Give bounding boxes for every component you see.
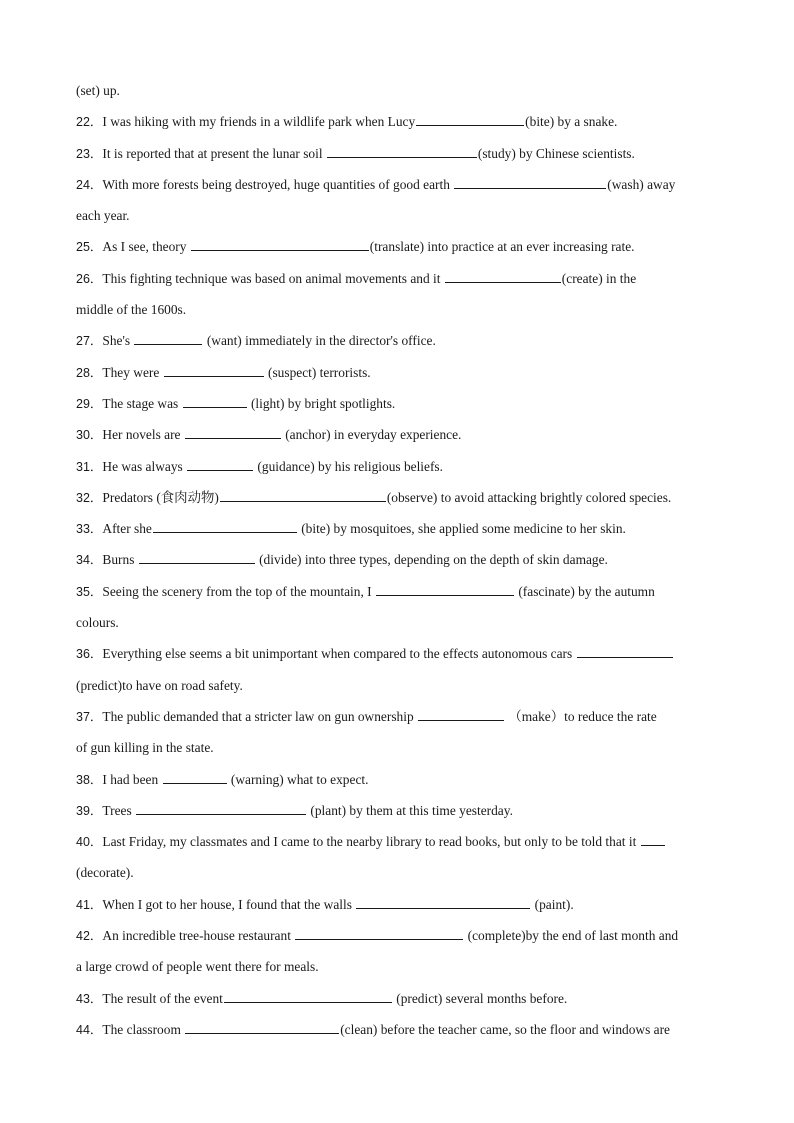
question-line [76,706,726,737]
question-text: colours. [76,615,119,631]
question-text: (translate) into practice at an ever increasing rate. [369,239,635,255]
question-text: I was hiking with my friends in a wildlife park when Lucy [102,114,416,130]
question-line [76,549,726,580]
question-text: The public demanded that a stricter law on gun ownership [102,708,417,724]
question-continuation-line [76,737,726,768]
question-line [76,894,726,925]
question-continuation-line [76,675,726,706]
question-number: 44． [76,1022,103,1037]
question-text: (divide) into three types, depending on the depth of skin damage. [255,552,608,568]
question-text: of gun killing in the state. [76,740,214,756]
question-text: (light) by bright spotlights. [247,395,396,411]
answer-blank[interactable] [224,990,392,1003]
question-text: Her novels are [102,427,184,443]
answer-blank[interactable] [191,238,369,251]
question-line [76,581,726,612]
question-text: As I see, theory [102,239,190,255]
question-text: When I got to her house, I found that the walls [102,896,356,912]
question-text: I had been [102,771,162,787]
answer-blank[interactable] [183,395,247,408]
question-number: 29． [76,396,103,411]
question-text: (clean) before the teacher came, so the floor and windows are [340,1021,670,1037]
question-line [76,174,726,205]
question-line [76,111,726,142]
question-number: 27． [76,334,103,349]
question-text: (anchor) in everyday experience. [281,427,462,443]
question-number: 22． [76,115,103,130]
question-text: (predict) several months before. [392,990,568,1006]
question-text: (guidance) by his religious beliefs. [254,458,443,474]
question-text: (paint). [531,896,574,912]
answer-blank[interactable] [185,1021,339,1034]
question-number: 31． [76,459,103,474]
question-line [76,925,726,956]
question-continuation-line [76,205,726,236]
answer-blank[interactable] [164,364,264,377]
question-text: He was always [102,458,187,474]
question-text: a large crowd of people went there for meals. [76,959,319,975]
question-continuation-line [76,80,726,111]
question-line [76,393,726,424]
question-text: (plant) by them at this time yesterday. [307,802,513,818]
question-line [76,456,726,487]
question-number: 42． [76,929,103,944]
answer-blank[interactable] [134,332,202,345]
question-text: The result of the event [102,990,223,1006]
question-text: Last Friday, my classmates and I came to the nearby library to read books, but only to be told that it [102,834,640,850]
question-continuation-line [76,956,726,987]
answer-blank[interactable] [445,270,561,283]
answer-blank[interactable] [356,896,530,909]
answer-blank[interactable] [136,802,306,815]
question-text: (set) up. [76,83,120,98]
question-number: 26． [76,271,103,286]
answer-blank[interactable] [187,458,253,471]
question-line [76,988,726,1019]
question-line [76,831,726,862]
answer-blank[interactable] [416,113,524,126]
question-number: 25． [76,240,103,255]
question-line [76,143,726,174]
answer-blank[interactable] [153,520,297,533]
question-text: With more forests being destroyed, huge quantities of good earth [102,176,454,192]
question-number: 39． [76,803,103,818]
question-line [76,236,726,267]
question-line [76,330,726,361]
question-number: 28． [76,365,103,380]
question-text: They were [102,364,163,380]
question-continuation-line [76,299,726,330]
answer-blank[interactable] [185,426,281,439]
question-text: The stage was [102,395,182,411]
question-text: (want) immediately in the director's office. [203,333,436,349]
question-number: 33． [76,522,103,537]
worksheet-page [76,80,726,1050]
question-line [76,518,726,549]
question-text: (observe) to avoid attacking brightly colored species. [386,489,672,505]
question-line [76,268,726,299]
question-text: She's [102,333,134,349]
question-text: It is reported that at present the lunar soil [102,145,326,161]
answer-blank[interactable] [376,583,514,596]
question-number: 38． [76,772,103,787]
question-number: 43． [76,991,103,1006]
question-text: (bite) by mosquitoes, she applied some medicine to her skin. [297,521,626,537]
question-number: 30． [76,428,103,443]
question-line [76,424,726,455]
question-line [76,362,726,393]
answer-blank[interactable] [327,145,477,158]
question-number: 34． [76,553,103,568]
question-text: This fighting technique was based on animal movements and it [102,270,444,286]
question-text: (warning) what to expect. [227,771,369,787]
question-line [76,487,726,518]
question-text: Seeing the scenery from the top of the mountain, I [102,583,375,599]
question-text: (bite) by a snake. [525,114,618,130]
question-text: (fascinate) by the autumn [514,583,655,599]
question-text: (study) by Chinese scientists. [477,145,635,161]
question-text: Predators (食肉动物) [102,489,219,505]
question-text: The classroom [102,1021,185,1037]
question-number: 36． [76,647,103,662]
answer-blank[interactable] [139,551,255,564]
question-number: 40． [76,835,103,850]
question-text: After she [102,521,152,537]
question-text: An incredible tree-house restaurant [102,928,295,944]
question-text: (create) in the [561,270,637,286]
answer-blank[interactable] [220,489,386,502]
answer-blank[interactable] [163,771,227,784]
question-text: (decorate). [76,865,134,881]
question-text: Burns [102,552,138,568]
answer-blank[interactable] [454,176,606,189]
question-text: (predict)to have on road safety. [76,677,243,693]
question-number: 37． [76,709,103,724]
question-text: each year. [76,208,130,224]
question-continuation-line [76,612,726,643]
question-continuation-line [76,862,726,893]
question-text: Trees [102,802,136,818]
question-number: 41． [76,897,103,912]
question-text: middle of the 1600s. [76,302,187,318]
question-number: 32． [76,490,103,505]
question-line [76,769,726,800]
answer-blank[interactable] [418,708,504,721]
question-number: 24． [76,177,103,192]
question-line [76,643,726,674]
question-text: (suspect) terrorists. [264,364,371,380]
question-text: Everything else seems a bit unimportant when compared to the effects autonomous cars [102,646,576,662]
answer-blank[interactable] [295,927,463,940]
answer-blank[interactable] [641,833,665,846]
question-number: 35． [76,584,103,599]
question-text: (wash) away [607,176,676,192]
question-line [76,1019,726,1050]
answer-blank[interactable] [577,645,673,658]
question-text: (complete)by the end of last month and [464,928,679,944]
question-text: （make）to reduce the rate [505,708,657,724]
question-line [76,800,726,831]
question-number: 23． [76,146,103,161]
